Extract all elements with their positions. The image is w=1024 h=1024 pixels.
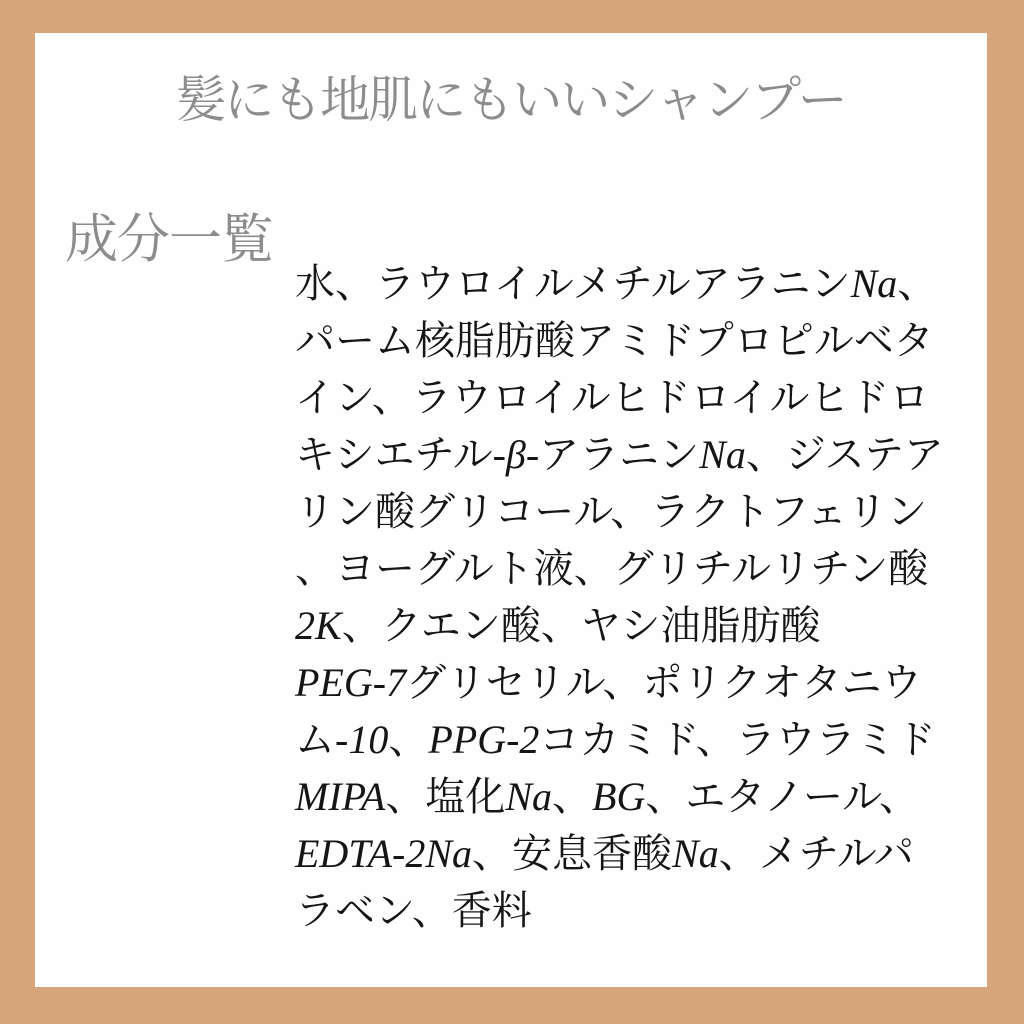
ingredients-list [295, 255, 960, 939]
ingredients-line: リン酸グリコール、ラクトフェリン [295, 489, 927, 534]
ingredients-line: キシエチル-β-アラニンNa、ジステア [295, 432, 944, 477]
content-card [35, 33, 987, 987]
ingredients-line: EDTA-2Na、安息香酸Na、メチルパ [295, 831, 914, 876]
ingredients-line: パーム核脂肪酸アミドプロピルベタ [295, 318, 934, 363]
ingredients-line: MIPA、塩化Na、BG、エタノール、 [295, 774, 919, 819]
ingredients-line: 、ヨーグルト液、グリチルリチン酸 [295, 546, 929, 591]
ingredients-heading: 成分一覧 [65, 210, 273, 269]
page-title: 髪にも地肌にもいいシャンプー [176, 72, 846, 128]
ingredients-line: 水、ラウロイルメチルアラニンNa、 [295, 261, 938, 306]
ingredients-line: PEG-7グリセリル、ポリクオタニウ [295, 660, 922, 705]
ingredients-line: ラベン、香料 [295, 888, 532, 933]
ingredients-line: ム-10、PPG-2コカミド、ラウラミド [295, 717, 936, 762]
ingredients-line: イン、ラウロイルヒドロイルヒドロ [295, 375, 930, 420]
ingredients-line: 2K、クエン酸、ヤシ油脂肪酸 [295, 603, 821, 648]
